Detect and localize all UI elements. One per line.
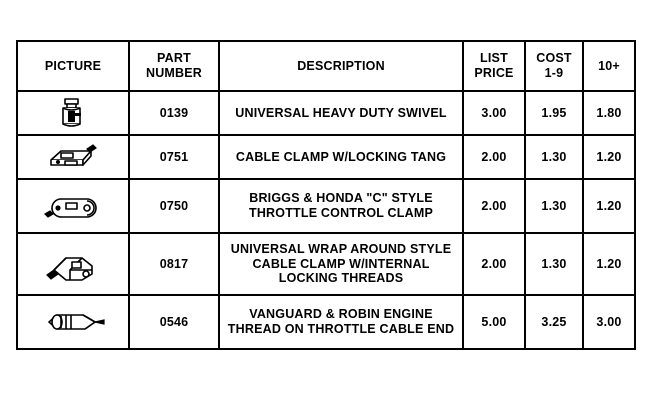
description-cell: UNIVERSAL HEAVY DUTY SWIVEL xyxy=(219,91,463,135)
part-number-cell: 0139 xyxy=(129,91,219,135)
part-number-cell: 0546 xyxy=(129,295,219,349)
description-cell: UNIVERSAL WRAP AROUND STYLE CABLE CLAMP W/INTERNAL LOCKING THREADS xyxy=(219,233,463,295)
cost-1-9-cell: 1.30 xyxy=(525,179,583,233)
table-row xyxy=(17,179,635,233)
column-header-part-number: PART NUMBER xyxy=(129,41,219,91)
cost-10-plus-cell: 1.20 xyxy=(583,179,635,233)
list-price-cell: 3.00 xyxy=(463,91,525,135)
column-header-cost-10-plus: 10+ xyxy=(583,41,635,91)
swivel-part-icon xyxy=(18,94,128,132)
part-picture-cell xyxy=(17,135,129,179)
list-price-cell: 2.00 xyxy=(463,135,525,179)
table-row xyxy=(17,135,635,179)
cost-10-plus-cell: 1.20 xyxy=(583,233,635,295)
parts-price-table xyxy=(16,40,636,350)
part-picture-cell xyxy=(17,179,129,233)
table-row xyxy=(17,295,635,349)
column-header-list-price: LIST PRICE xyxy=(463,41,525,91)
part-picture-cell xyxy=(17,295,129,349)
cost-1-9-cell: 1.95 xyxy=(525,91,583,135)
description-cell: CABLE CLAMP W/LOCKING TANG xyxy=(219,135,463,179)
cost-1-9-cell: 1.30 xyxy=(525,233,583,295)
cost-1-9-cell: 1.30 xyxy=(525,135,583,179)
wrap-around-cable-clamp-icon xyxy=(18,244,128,284)
column-header-picture: PICTURE xyxy=(17,41,129,91)
cable-clamp-locking-tang-icon xyxy=(18,140,128,174)
throttle-control-clamp-icon xyxy=(18,187,128,225)
list-price-cell: 2.00 xyxy=(463,179,525,233)
table-row xyxy=(17,233,635,295)
cost-10-plus-cell: 1.20 xyxy=(583,135,635,179)
table-header-row xyxy=(17,41,635,91)
cost-10-plus-cell: 3.00 xyxy=(583,295,635,349)
column-header-description: DESCRIPTION xyxy=(219,41,463,91)
part-picture-cell xyxy=(17,91,129,135)
table-row xyxy=(17,91,635,135)
list-price-cell: 5.00 xyxy=(463,295,525,349)
part-number-cell: 0751 xyxy=(129,135,219,179)
description-cell: VANGUARD & ROBIN ENGINE THREAD ON THROTTLE CABLE END xyxy=(219,295,463,349)
cost-10-plus-cell: 1.80 xyxy=(583,91,635,135)
part-number-cell: 0817 xyxy=(129,233,219,295)
list-price-cell: 2.00 xyxy=(463,233,525,295)
column-header-cost-1-9: COST 1-9 xyxy=(525,41,583,91)
part-number-cell: 0750 xyxy=(129,179,219,233)
part-picture-cell xyxy=(17,233,129,295)
description-cell: BRIGGS & HONDA "C" STYLE THROTTLE CONTROL CLAMP xyxy=(219,179,463,233)
cost-1-9-cell: 3.25 xyxy=(525,295,583,349)
threaded-cable-end-icon xyxy=(18,305,128,339)
